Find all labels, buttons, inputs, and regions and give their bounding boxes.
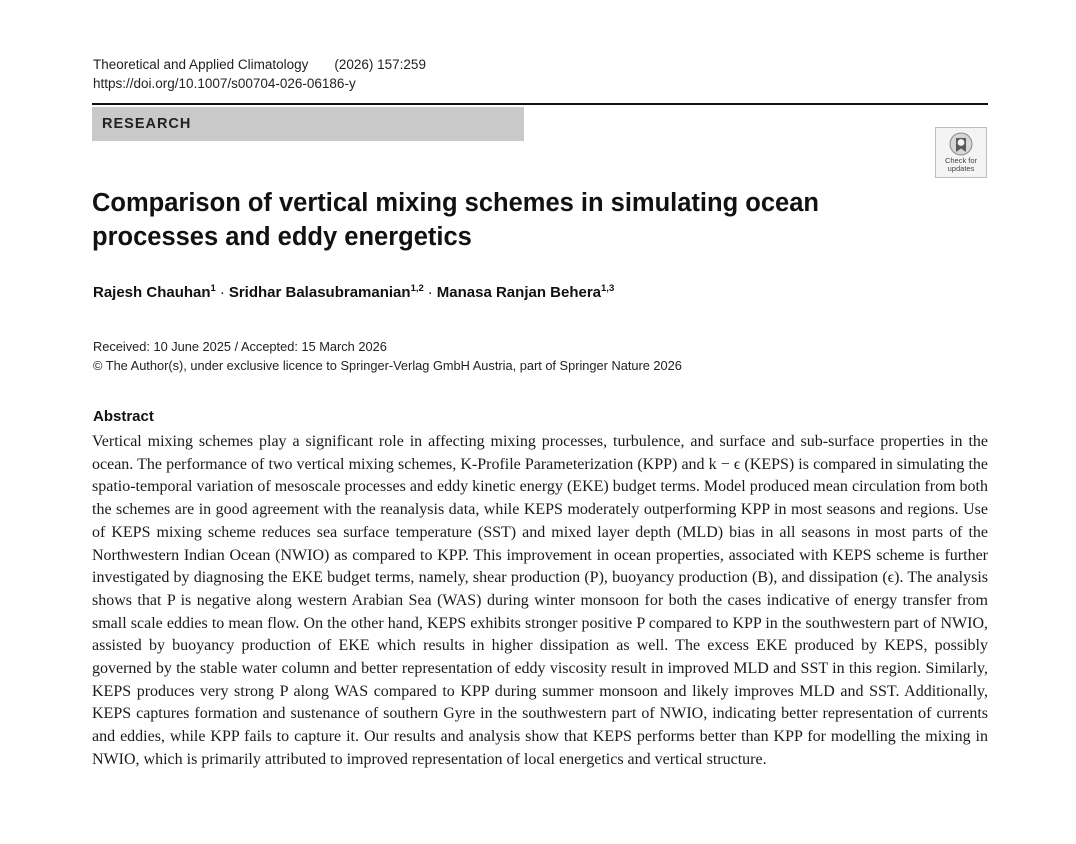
journal-info <box>93 56 426 74</box>
article-title: Comparison of vertical mixing schemes in simulating ocean processes and eddy energetics <box>92 189 819 251</box>
journal-volume: (2026) 157:259 <box>334 57 426 72</box>
author-list <box>93 283 614 301</box>
author-affiliation: 1,3 <box>601 283 615 294</box>
author-name[interactable]: Rajesh Chauhan <box>93 284 211 301</box>
crossmark-icon <box>949 132 973 156</box>
doi-link[interactable]: https://doi.org/10.1007/s00704-026-06186-y <box>93 76 356 91</box>
author-separator: · <box>427 284 433 301</box>
author-name[interactable]: Manasa Ranjan Behera <box>436 284 602 301</box>
section-label-bar: RESEARCH <box>92 107 524 141</box>
badge-label: Check for updates <box>944 156 978 173</box>
abstract-heading: Abstract <box>93 408 154 425</box>
author-affiliation: 1,2 <box>410 283 424 294</box>
copyright-notice: © The Author(s), under exclusive licence to Springer-Verlag GmbH Austria, part of Springer Nature 2026 <box>93 358 682 373</box>
header-rule <box>92 103 988 105</box>
journal-name: Theoretical and Applied Climatology <box>93 57 309 72</box>
check-for-updates-badge[interactable] <box>935 127 987 178</box>
received-accepted-dates: Received: 10 June 2025 / Accepted: 15 March 2026 <box>93 339 387 354</box>
author-affiliation: 1 <box>210 283 216 294</box>
author-name[interactable]: Sridhar Balasubramanian <box>228 284 411 301</box>
abstract-body: Vertical mixing schemes play a significant role in affecting mixing processes, turbulence, and surface and sub-surface properties in the ocean. The performance of two vertical mixing schemes, K-Profile Parameterization (KPP) and k − ϵ (KEPS) is compared in simulating the spatio-temporal variation of mesoscale processes and eddy kinetic energy (EKE) budget terms. Model produced mean circulation from both the schemes are in good agreement with the reanalysis data, while KEPS moderately outperforming KPP in most seasons and regions. Use of KEPS mixing scheme reduces sea surface temperature (SST) and mixed layer depth (MLD) bias in all seasons in most parts of the Northwestern Indian Ocean (NWIO) as compared to KPP. This improvement in ocean properties, associated with KEPS scheme is further investigated by diagnosing the EKE budget terms, namely, shear production (P), buoyancy production (B), and dissipation (ϵ). The analysis shows that P is negative along western Arabian Sea (WAS) during winter monsoon for both the cases indicative of energy transfer from small scale eddies to mean flow. On the other hand, KEPS exhibits stronger positive P compared to KPP in the southwestern part of NWIO, assisted by buoyancy production of EKE which results in higher dissipation as well. The excess EKE produced by KEPS, possibly governed by the stable water column and better representation of eddy viscosity result in improved MLD and SST in this region. Similarly, KEPS produces very strong P along WAS compared to KPP during summer monsoon and likely improves MLD and SST. Additionally, KEPS captures formation and sustenance of southern Gyre in the southwestern part of NWIO, indicating better representation of currents and eddies, while KPP fails to capture it. Our results and analysis show that KEPS performs better than KPP for modelling the mixing in NWIO, which is primarily attributed to improved representation of local energetics and vertical structure. <box>92 433 988 768</box>
author-separator: · <box>219 284 225 301</box>
